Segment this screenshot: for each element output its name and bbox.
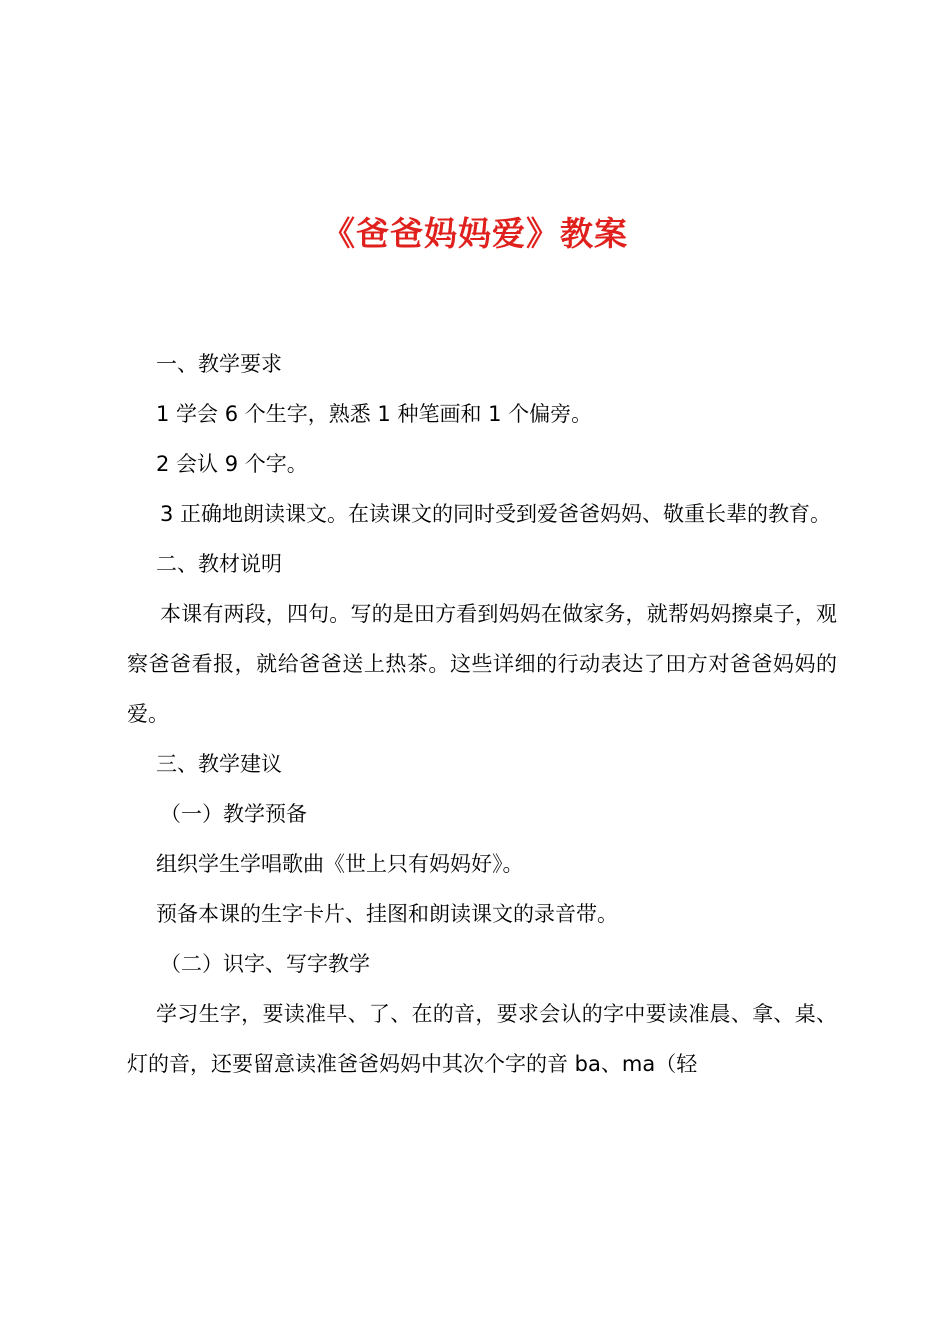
paragraph: 组织学生学唱歌曲《世上只有妈妈好》。 [156, 852, 524, 876]
paragraph: 3 正确地朗读课文。在读课文的同时受到爱爸爸妈妈、敬重长辈的教育。 [160, 502, 832, 526]
paragraph: 学习生字，要读准早、了、在的音，要求会认的字中要读准晨、拿、桌、灯的音，还要留意读准爸爸妈妈中其次个字的音 ba、ma（轻 [127, 1002, 837, 1076]
paragraph: 1 学会 6 个生字，熟悉 1 种笔画和 1 个偏旁。 [156, 402, 593, 426]
paragraph: 2 会认 9 个字。 [156, 452, 308, 476]
paragraph: 本课有两段，四句。写的是田方看到妈妈在做家务，就帮妈妈擦桌子，观察爸爸看报，就给爸爸送上热茶。这些详细的行动表达了田方对爸爸妈妈的爱。 [127, 602, 837, 726]
section-heading: 二、教材说明 [156, 552, 282, 576]
paragraph: 预备本课的生字卡片、挂图和朗读课文的录音带。 [156, 902, 618, 926]
subsection-heading: （一）教学预备 [160, 802, 307, 826]
section-heading: 三、教学建议 [156, 752, 282, 776]
document-body [127, 339, 837, 1089]
subsection-heading: （二）识字、写字教学 [160, 952, 370, 976]
section-heading: 一、教学要求 [156, 352, 282, 376]
document-title: 《爸爸妈妈爱》教案 [322, 214, 628, 253]
